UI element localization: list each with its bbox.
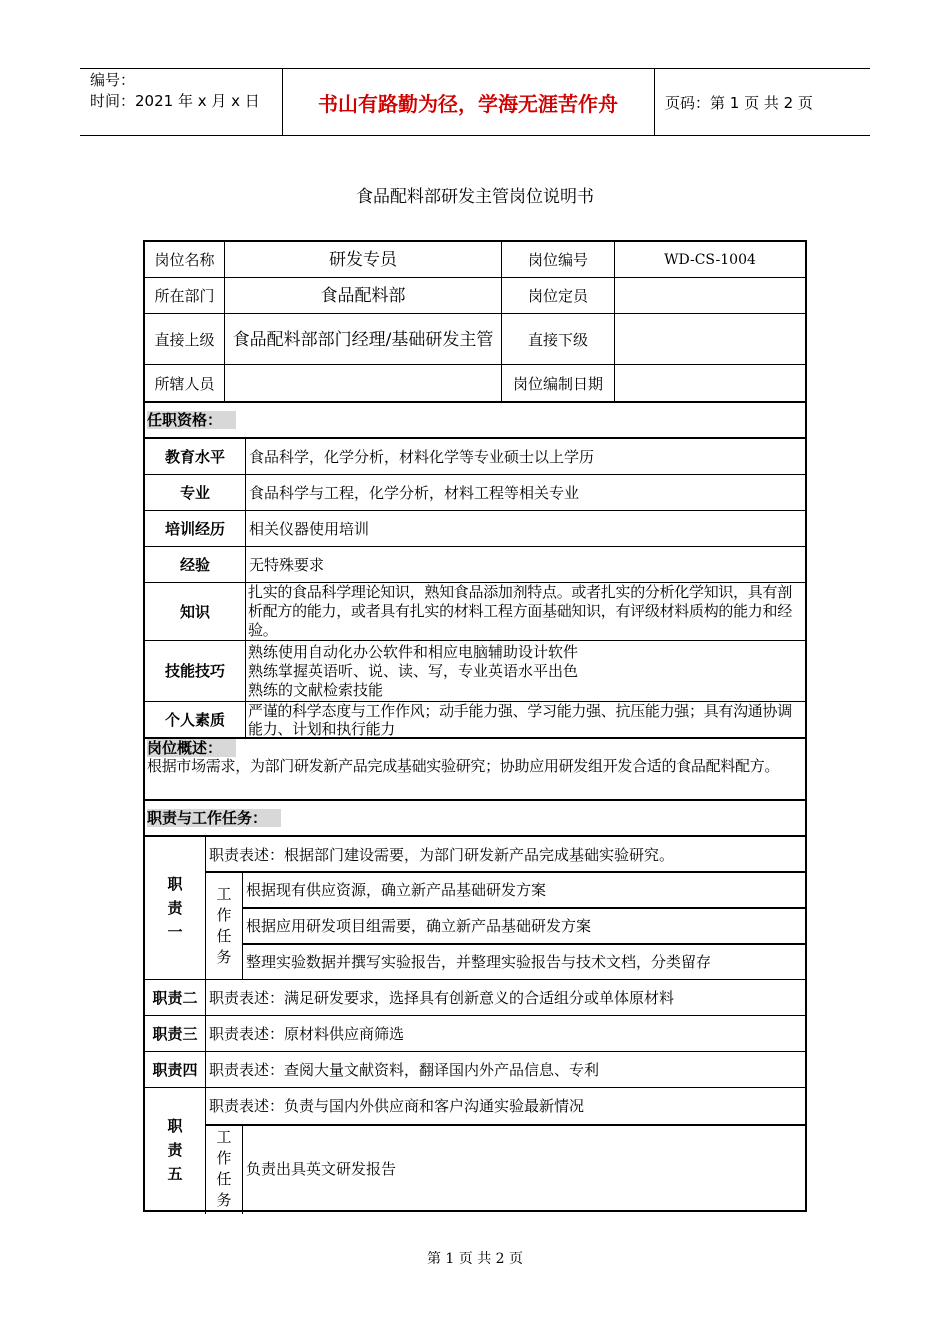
qual-label-skills: 技能技巧 bbox=[164, 662, 225, 680]
overview-block bbox=[147, 739, 803, 799]
duty1-task-label: 工 作 任 务 bbox=[216, 885, 232, 966]
qual-label-training: 培训经历 bbox=[164, 519, 225, 538]
duty2-statement: 职责表述：满足研发要求，选择具有创新意义的合适组分或单体原材料 bbox=[209, 988, 675, 1007]
qual-label-personal: 个人素质 bbox=[164, 710, 225, 729]
value-superior: 食品配料部部门经理/基础研发主管 bbox=[232, 329, 494, 350]
skill-line: 熟练使用自动化办公软件和相应电脑辅助设计软件 bbox=[248, 642, 579, 661]
value-quota bbox=[615, 278, 805, 314]
qual-value-knowledge: 扎实的食品科学理论知识，熟知食品添加剂特点。或者扎实的分析化学知识，具有剖析配方的能力，或者具有扎实的材料工程方面基础知识，有评级材料质构的能力和经验。 bbox=[248, 583, 792, 639]
qual-value-training: 相关仪器使用培训 bbox=[249, 519, 370, 538]
duty5-task: 负责出具英文研发报告 bbox=[246, 1160, 397, 1178]
duty2-label: 职责二 bbox=[152, 988, 198, 1007]
job-description-table bbox=[143, 240, 807, 1212]
value-date bbox=[615, 365, 805, 402]
duty5-label: 职 责 五 bbox=[167, 1117, 183, 1183]
duties-heading: 职责与工作任务： bbox=[147, 801, 803, 835]
label-quota: 岗位定员 bbox=[527, 287, 588, 305]
duty5-statement: 职责表述：负责与国内外供应商和客户沟通实验最新情况 bbox=[209, 1097, 585, 1115]
skill-line: 熟练的文献检索技能 bbox=[248, 680, 384, 699]
label-post-name: 岗位名称 bbox=[154, 251, 215, 269]
duty1-task: 整理实验数据并撰写实验报告，并整理实验报告与技术文档，分类留存 bbox=[246, 953, 712, 971]
label-staff: 所辖人员 bbox=[154, 374, 215, 393]
duty4-statement: 职责表述：查阅大量文献资料，翻译国内外产品信息、专利 bbox=[209, 1060, 600, 1079]
label-superior: 直接上级 bbox=[154, 330, 215, 349]
label-post-code: 岗位编号 bbox=[527, 251, 588, 269]
skill-line: 熟练掌握英语听、说、读、写，专业英语水平出色 bbox=[248, 661, 579, 680]
document-title: 食品配料部研发主管岗位说明书 bbox=[356, 187, 594, 207]
qual-label-education: 教育水平 bbox=[164, 447, 225, 466]
header-page-info: 页码：第 1 页 共 2 页 bbox=[665, 94, 813, 112]
duty4-label: 职责四 bbox=[152, 1060, 198, 1079]
value-staff bbox=[225, 365, 501, 402]
overview-text: 根据市场需求，为部门研发新产品完成基础实验研究；协助应用研发组开发合适的食品配料配方。 bbox=[147, 757, 780, 775]
duty1-label: 职 责 一 bbox=[167, 875, 183, 941]
label-date: 岗位编制日期 bbox=[512, 374, 603, 393]
qual-label-knowledge: 知识 bbox=[179, 602, 210, 621]
qual-value-experience: 无特殊要求 bbox=[249, 555, 325, 574]
value-post-code: WD-CS-1004 bbox=[664, 252, 756, 268]
value-subordinate bbox=[615, 314, 805, 365]
qualifications-heading: 任职资格： bbox=[147, 403, 803, 437]
value-department: 食品配料部 bbox=[320, 286, 406, 306]
qual-label-major: 专业 bbox=[179, 483, 210, 502]
qual-value-education: 食品科学，化学分析，材料化学等专业硕士以上学历 bbox=[249, 447, 595, 466]
value-post-name: 研发专员 bbox=[329, 250, 397, 270]
duty5-task-label: 工 作 任 务 bbox=[216, 1128, 232, 1209]
duty1-task: 根据应用研发项目组需要，确立新产品基础研发方案 bbox=[246, 917, 592, 935]
duty1-task: 根据现有供应资源，确立新产品基础研发方案 bbox=[246, 881, 547, 899]
duty1-statement: 职责表述：根据部门建设需要，为部门研发新产品完成基础实验研究。 bbox=[209, 845, 675, 864]
duty3-label: 职责三 bbox=[152, 1024, 198, 1043]
header-motto: 书山有路勤为径，学海无涯苦作舟 bbox=[318, 91, 618, 116]
overview-heading: 岗位概述： bbox=[147, 739, 236, 757]
qual-value-skills bbox=[248, 641, 803, 701]
header-meta bbox=[90, 70, 260, 112]
label-subordinate: 直接下级 bbox=[527, 330, 588, 349]
label-department: 所在部门 bbox=[154, 287, 215, 305]
duty3-statement: 职责表述：原材料供应商筛选 bbox=[209, 1024, 405, 1043]
qual-label-experience: 经验 bbox=[179, 555, 210, 574]
code-label: 编号： bbox=[90, 71, 136, 89]
time-label: 时间：2021 年 x 月 x 日 bbox=[90, 92, 260, 110]
qual-value-personal: 严谨的科学态度与工作作风；动手能力强、学习能力强、抗压能力强；具有沟通协调能力、计划和执行能力 bbox=[248, 702, 792, 737]
page-footer: 第 1 页 共 2 页 bbox=[426, 1251, 524, 1267]
qual-value-major: 食品科学与工程，化学分析，材料工程等相关专业 bbox=[249, 483, 580, 502]
